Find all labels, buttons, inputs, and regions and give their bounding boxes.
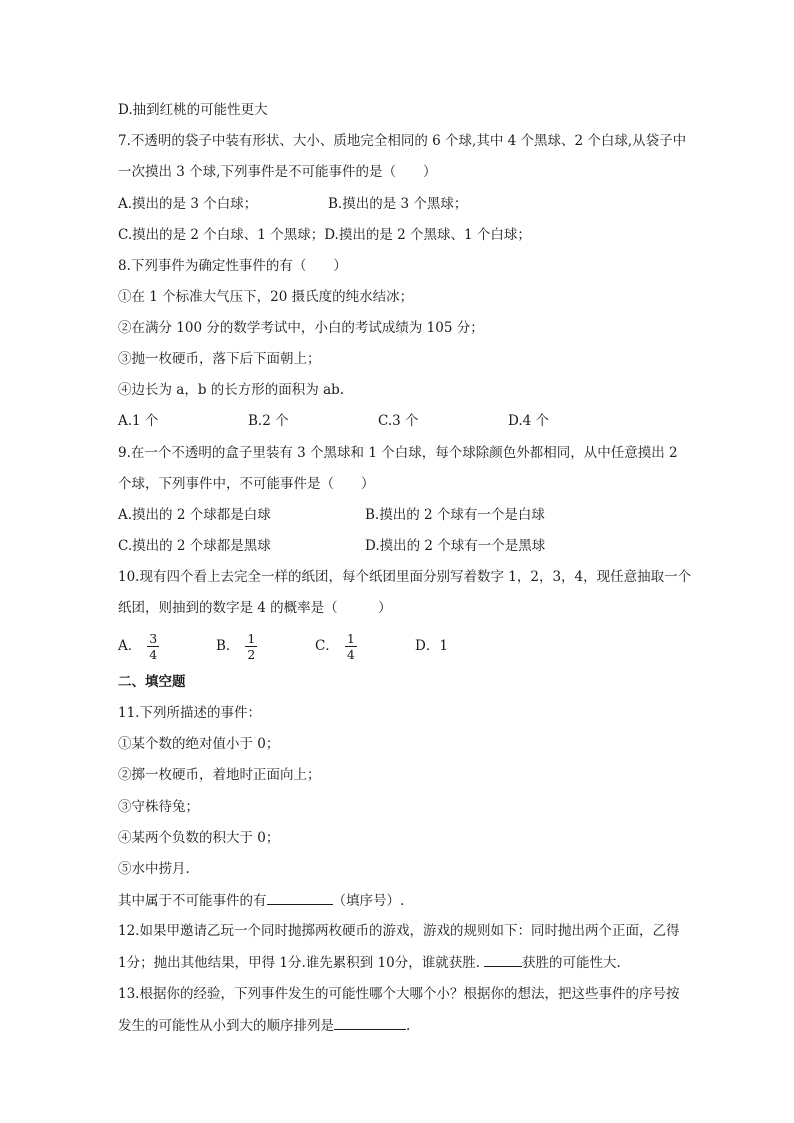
q8-item-1: ①在 1 个标准大气压下，20 摄氏度的纯水结冰； xyxy=(118,289,414,305)
q11-answer-blank[interactable] xyxy=(267,890,333,905)
q7-option-b: B.摸出的是 3 个黑球； xyxy=(328,196,468,212)
q11-item-3: ③守株待兔； xyxy=(118,799,199,815)
q11-item-5: ⑤水中捞月. xyxy=(118,861,190,877)
fraction-numerator: 1 xyxy=(346,631,355,646)
fraction-numerator: 3 xyxy=(149,631,158,646)
fraction xyxy=(345,631,357,662)
q10-option-c-label: C． xyxy=(315,638,339,654)
q9-stem-line1: 9.在一个不透明的盒子里装有 3 个黑球和 1 个白球，每个球除颜色外都相同，从中任意摸出 2 xyxy=(118,445,678,461)
q11-item-4: ④某两个负数的积大于 0； xyxy=(118,830,280,846)
q7-stem-line2: 一次摸出 3 个球,下列事件是不可能事件的是（ ） xyxy=(118,164,437,180)
q6-option-d: D.抽到红桃的可能性更大 xyxy=(118,102,268,118)
q10-option-b-label: B． xyxy=(216,638,240,654)
q9-stem-line2: 个球，下列事件中，不可能事件是（ ） xyxy=(118,476,375,492)
q10-options xyxy=(118,628,708,664)
q8-option-c: C.3 个 xyxy=(378,413,419,429)
q12-stem-line1: 12.如果甲邀请乙玩一个同时抛掷两枚硬币的游戏，游戏的规则如下：同时抛出两个正面，乙得 xyxy=(118,923,680,939)
q8-item-2: ②在满分 100 分的数学考试中，小白的考试成绩为 105 分； xyxy=(118,320,484,336)
q10-option-d: D．1 xyxy=(415,638,448,654)
fraction-denominator: 4 xyxy=(346,647,355,662)
q8-option-a: A.1 个 xyxy=(118,413,159,429)
q8-option-b: B.2 个 xyxy=(248,413,289,429)
q11-answer-suffix: （填序号）. xyxy=(332,893,405,909)
q12-line2-suffix: 获胜的可能性大. xyxy=(522,955,621,971)
q10-option-a xyxy=(118,628,159,664)
q8-item-4: ④边长为 a，b 的长方形的面积为 ab. xyxy=(118,382,345,398)
q11-answer-line xyxy=(118,890,708,911)
q8-stem: 8.下列事件为确定性事件的有（ ） xyxy=(118,258,347,274)
q7-option-a: A.摸出的是 3 个白球； xyxy=(118,196,258,212)
q7-options-cd: C.摸出的是 2 个白球、1 个黑球；D.摸出的是 2 个黑球、1 个白球； xyxy=(118,227,531,243)
q13-stem-line2 xyxy=(118,1015,708,1036)
fraction-denominator: 4 xyxy=(149,647,158,662)
q11-item-2: ②掷一枚硬币，着地时正面向上； xyxy=(118,767,321,783)
fraction-denominator: 2 xyxy=(247,647,256,662)
q13-line2-suffix: . xyxy=(406,1018,411,1034)
q12-stem-line2 xyxy=(118,952,708,973)
q8-item-3: ③抛一枚硬币，落下后下面朝上； xyxy=(118,351,321,367)
q10-option-b xyxy=(216,628,257,664)
q13-line2-prefix: 发生的可能性从小到大的顺序排列是 xyxy=(118,1018,334,1034)
q10-stem-line1: 10.现有四个看上去完全一样的纸团，每个纸团里面分别写着数字 1，2，3，4，现任意抽取一个 xyxy=(118,569,692,585)
fraction xyxy=(147,631,159,662)
section-title-fill-in: 二、填空题 xyxy=(118,674,186,690)
q10-option-c xyxy=(315,628,357,664)
q13-answer-blank[interactable] xyxy=(334,1015,406,1030)
q9-option-b: B.摸出的 2 个球有一个是白球 xyxy=(365,507,545,523)
q10-option-a-label: A． xyxy=(118,638,142,654)
q9-option-a: A.摸出的 2 个球都是白球 xyxy=(118,507,271,523)
fraction-numerator: 1 xyxy=(247,631,256,646)
q11-answer-prefix: 其中属于不可能事件的有 xyxy=(118,893,267,909)
q7-stem-line1: 7.不透明的袋子中装有形状、大小、质地完全相同的 6 个球,其中 4 个黑球、2 个白球,从袋子中 xyxy=(118,133,687,149)
q13-stem-line1: 13.根据你的经验，下列事件发生的可能性哪个大哪个小？根据你的想法，把这些事件的序号按 xyxy=(118,986,680,1002)
q12-answer-blank[interactable] xyxy=(484,952,522,967)
q12-line2-prefix: 1分；抛出其他结果，甲得 1分.谁先累积到 10分，谁就获胜. xyxy=(118,955,481,971)
q9-option-c: C.摸出的 2 个球都是黑球 xyxy=(118,538,271,554)
q11-stem: 11.下列所描述的事件： xyxy=(118,705,261,721)
q9-option-d: D.摸出的 2 个球有一个是黑球 xyxy=(365,538,546,554)
q8-option-d: D.4 个 xyxy=(508,413,550,429)
q11-item-1: ①某个数的绝对值小于 0； xyxy=(118,736,280,752)
fraction xyxy=(245,631,257,662)
q10-stem-line2: 纸团，则抽到的数字是 4 的概率是（ ） xyxy=(118,600,392,616)
